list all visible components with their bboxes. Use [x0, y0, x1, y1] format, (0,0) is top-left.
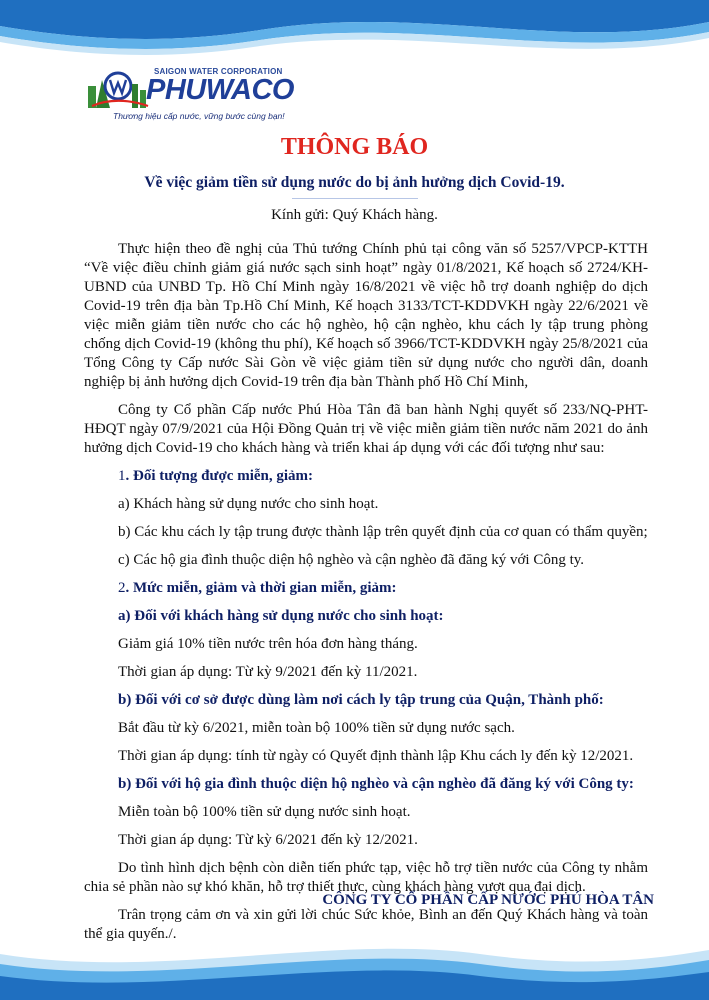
section-2-number: 2 — [118, 580, 126, 596]
section-1-heading — [84, 467, 648, 486]
logo-brand-text: PHUWACO — [146, 74, 294, 106]
intro-paragraph-1: Thực hiện theo đề nghị của Thủ tướng Chính phủ tại công văn số 5257/VPCP-KTTH “Về việc điều chỉnh giảm giá nước sạch sinh hoạt” ngày 01/8/2021, Kế hoạch số 2724/KH-UBND của UNBD Tp. Hồ Chí Minh ngày 16/8/2021 về việc hỗ trợ doanh nghiệp do dịch Covid-19 trên địa bàn Tp.Hồ Chí Minh, Kế hoạch 3133/TCT-KDDVKH ngày 22/6/2021 về việc miễn giảm tiền nước cho các hộ nghèo, hộ cận nghèo, khu cách ly tập trung phòng chống dịch Covid-19 (không thu phí), Kế hoạch số 3966/TCT-KDDVKH ngày 25/8/2021 của Tổng Công ty Cấp nước Sài Gòn về việc giảm tiền sử dụng nước cho người dân, doanh nghiệp bị ảnh hưởng dịch Covid-19 trên địa bàn Thành phố Hồ Chí Minh, — [84, 241, 648, 390]
closing-paragraph-2: Trân trọng cảm ơn và xin gửi lời chúc Sức khỏe, Bình an đến Quý Khách hàng và toàn thể gia quyến./. — [84, 907, 648, 942]
section-2-heading-text: . Mức miễn, giảm và thời gian miễn, giảm: — [125, 580, 397, 596]
section-2b1-line-1: Bắt đầu từ kỳ 6/2021, miễn toàn bộ 100% tiền sử dụng nước sạch. — [118, 720, 515, 736]
section-2a-heading: a) Đối với khách hàng sử dụng nước cho sinh hoạt: — [118, 608, 444, 624]
section-2b2-line-2: Thời gian áp dụng: Từ kỳ 6/2021 đến kỳ 12/2021. — [118, 832, 418, 848]
top-wave-decoration — [0, 0, 709, 70]
section-2b1-line-2: Thời gian áp dụng: tính từ ngày có Quyết định thành lập Khu cách ly đến kỳ 12/2021. — [118, 748, 634, 764]
subtitle-divider — [292, 198, 418, 199]
section-1-item-a: a) Khách hàng sử dụng nước cho sinh hoạt. — [118, 496, 379, 512]
company-signature: CÔNG TY CỔ PHẦN CẤP NƯỚC PHÚ HÒA TÂN — [322, 892, 654, 908]
section-2-heading — [84, 579, 648, 598]
intro-paragraph-2: Công ty Cổ phần Cấp nước Phú Hòa Tân đã ban hành Nghị quyết số 233/NQ-PHT-HĐQT ngày 07/9/2021 của Hội Đồng Quản trị về việc miễn giảm tiền nước năm 2021 do ảnh hưởng dịch Covid-19 cho khách hàng và triển khai áp dụng với các đối tượng như sau: — [84, 402, 648, 456]
section-1-number: 1 — [118, 468, 126, 484]
section-2b2-line-1: Miễn toàn bộ 100% tiền sử dụng nước sinh hoạt. — [118, 804, 411, 820]
logo-corporation-text: SAIGON WATER CORPORATION — [154, 67, 283, 76]
section-2a-line-2: Thời gian áp dụng: Từ kỳ 9/2021 đến kỳ 11/2021. — [118, 664, 418, 680]
bottom-wave-decoration — [0, 920, 709, 1000]
section-1-heading-text: . Đối tượng được miễn, giảm: — [125, 468, 314, 484]
section-2a-line-1: Giảm giá 10% tiền nước trên hóa đơn hàng tháng. — [118, 636, 418, 652]
notice-title: THÔNG BÁO — [280, 134, 429, 160]
notice-body — [84, 240, 648, 944]
section-2b1-heading: b) Đối với cơ sở được dùng làm nơi cách ly tập trung của Quận, Thành phố: — [118, 692, 604, 708]
water-drop-emblem-icon — [88, 66, 150, 110]
section-1-item-c: c) Các hộ gia đình thuộc diện hộ nghèo và cận nghèo đã đăng ký với Công ty. — [118, 552, 585, 568]
company-logo — [88, 62, 294, 124]
section-1-item-b: b) Các khu cách ly tập trung được thành lập trên quyết định của cơ quan có thẩm quyền; — [118, 524, 648, 540]
salutation: Kính gửi: Quý Khách hàng. — [271, 207, 438, 223]
logo-slogan: Thương hiệu cấp nước, vững bước cùng bạn! — [113, 111, 285, 121]
closing-paragraph-1: Do tình hình dịch bệnh còn diễn tiến phức tạp, việc hỗ trợ tiền nước của Công ty nhằm chia sẻ phần nào sự khó khăn, hỗ trợ thiết thực, cùng khách hàng vượt qua đại dịch. — [84, 860, 648, 895]
section-2b2-heading: b) Đối với hộ gia đình thuộc diện hộ nghèo và cận nghèo đã đăng ký với Công ty: — [118, 776, 634, 792]
notice-subtitle: Về việc giảm tiền sử dụng nước do bị ảnh hưởng dịch Covid-19. — [144, 174, 565, 191]
